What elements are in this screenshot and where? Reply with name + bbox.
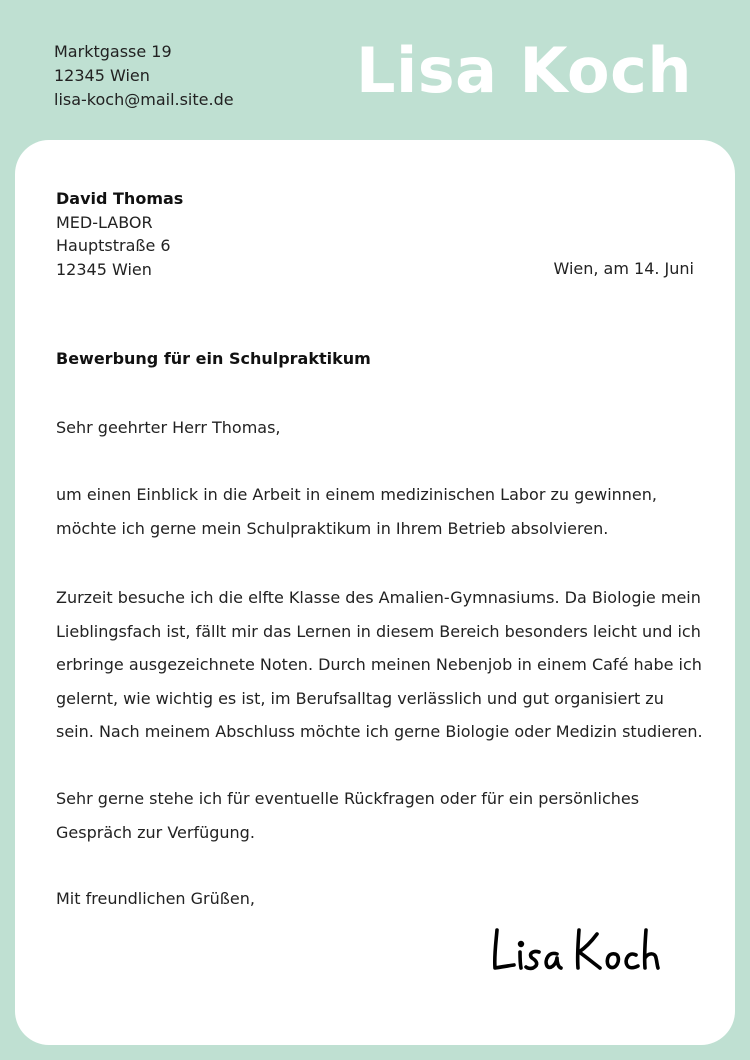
letter-date: Wien, am 14. Juni <box>553 259 694 278</box>
paragraph-line: erbringe ausgezeichnete Noten. Durch meinen Nebenjob in einem Café habe ich <box>56 655 702 674</box>
recipient-city: 12345 Wien <box>56 259 152 279</box>
paragraph-line: um einen Einblick in die Arbeit in einem medizinischen Labor zu gewinnen, <box>56 485 657 504</box>
recipient-company: MED-LABOR <box>56 212 153 232</box>
paragraph-line: Gespräch zur Verfügung. <box>56 822 255 842</box>
body-paragraph <box>56 581 703 749</box>
sender-email: lisa-koch@mail.site.de <box>54 90 234 109</box>
sender-street: Marktgasse 19 <box>54 42 172 61</box>
recipient-name: David Thomas <box>56 189 184 208</box>
handwritten-signature <box>487 922 667 982</box>
header-name: Lisa Koch <box>355 34 692 107</box>
recipient-address <box>56 187 183 281</box>
sender-city: 12345 Wien <box>54 66 150 85</box>
sender-address <box>54 40 234 112</box>
paragraph-line: sein. Nach meinem Abschluss möchte ich gerne Biologie oder Medizin studieren. <box>56 722 703 741</box>
paragraph-line: gelernt, wie wichtig es ist, im Berufsalltag verlässlich und gut organisiert zu <box>56 688 664 708</box>
letter-subject: Bewerbung für ein Schulpraktikum <box>56 349 371 368</box>
body-paragraph <box>56 782 639 849</box>
letter-salutation: Sehr geehrter Herr Thomas, <box>56 418 281 437</box>
recipient-street: Hauptstraße 6 <box>56 236 171 255</box>
body-paragraph <box>56 478 657 545</box>
letter-closing: Mit freundlichen Grüßen, <box>56 889 255 908</box>
paragraph-line: Sehr gerne stehe ich für eventuelle Rückfragen oder für ein persönliches <box>56 789 640 808</box>
paragraph-line: Zurzeit besuche ich die elfte Klasse des Amalien-Gymnasiums. Da Biologie mein <box>56 588 701 607</box>
paragraph-line: Lieblingsfach ist, fällt mir das Lernen in diesem Bereich besonders leicht und ich <box>56 621 701 641</box>
letter-card <box>15 140 735 1045</box>
paragraph-line: möchte ich gerne mein Schulpraktikum in Ihrem Betrieb absolvieren. <box>56 518 609 538</box>
